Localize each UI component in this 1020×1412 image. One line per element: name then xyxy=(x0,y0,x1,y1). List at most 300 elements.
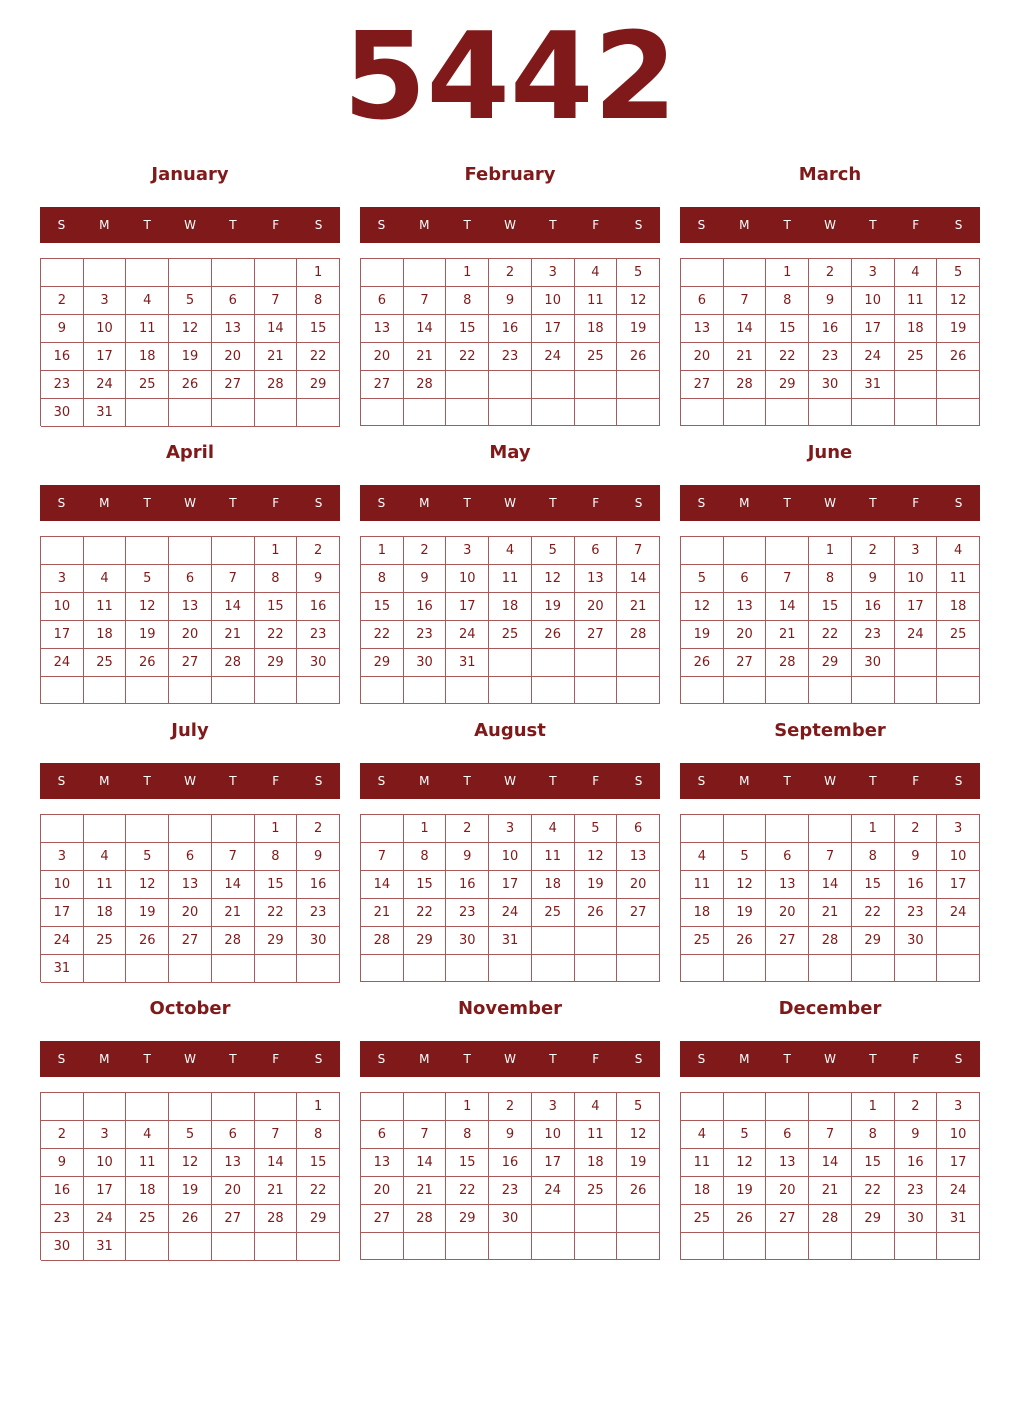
empty-day-cell xyxy=(404,259,447,287)
day-cell: 8 xyxy=(255,565,298,593)
empty-day-cell xyxy=(84,1093,127,1121)
weekday-header: M xyxy=(419,218,430,232)
day-cell: 9 xyxy=(489,287,532,315)
day-cell: 11 xyxy=(489,565,532,593)
weekday-header-bar xyxy=(360,207,660,243)
day-cell: 17 xyxy=(852,315,895,343)
day-cell: 27 xyxy=(169,649,212,677)
day-cell: 20 xyxy=(766,1177,809,1205)
empty-day-cell xyxy=(297,677,340,704)
day-cell: 13 xyxy=(169,871,212,899)
weekday-header: S xyxy=(377,774,386,788)
day-cell: 21 xyxy=(809,899,852,927)
weekday-header: F xyxy=(592,1052,600,1066)
day-cell: 9 xyxy=(446,843,489,871)
empty-day-cell xyxy=(937,1233,980,1260)
empty-day-cell xyxy=(937,955,980,982)
weekday-header: S xyxy=(697,496,706,510)
day-cell: 30 xyxy=(489,1205,532,1233)
weekday-header: F xyxy=(592,774,600,788)
day-cell: 18 xyxy=(532,871,575,899)
day-cell: 29 xyxy=(361,649,404,677)
empty-day-cell xyxy=(766,677,809,704)
empty-day-cell xyxy=(297,399,340,427)
weekday-header: S xyxy=(697,1052,706,1066)
weekday-header: T xyxy=(869,1052,877,1066)
day-cell: 25 xyxy=(126,1205,169,1233)
day-cell: 7 xyxy=(766,565,809,593)
weekday-header-bar xyxy=(360,485,660,521)
day-cell: 2 xyxy=(489,259,532,287)
day-cell: 31 xyxy=(84,1233,127,1261)
day-cell: 5 xyxy=(126,565,169,593)
day-cell: 11 xyxy=(126,1149,169,1177)
empty-day-cell xyxy=(937,399,980,426)
day-cell: 5 xyxy=(617,259,660,287)
day-cell: 23 xyxy=(297,621,340,649)
day-cell: 14 xyxy=(404,1149,447,1177)
day-cell: 13 xyxy=(766,1149,809,1177)
day-cell: 25 xyxy=(575,343,618,371)
empty-day-cell xyxy=(895,371,938,399)
empty-day-cell xyxy=(126,1093,169,1121)
day-cell: 26 xyxy=(169,1205,212,1233)
empty-day-cell xyxy=(361,1093,404,1121)
day-cell: 3 xyxy=(41,565,84,593)
day-cell: 15 xyxy=(852,1149,895,1177)
day-cell: 28 xyxy=(361,927,404,955)
day-cell: 25 xyxy=(937,621,980,649)
weekday-header: T xyxy=(143,774,151,788)
day-cell: 6 xyxy=(766,843,809,871)
empty-day-cell xyxy=(575,677,618,704)
empty-day-cell xyxy=(212,399,255,427)
day-cell: 8 xyxy=(404,843,447,871)
month-name: January xyxy=(151,164,229,185)
day-cell: 10 xyxy=(41,593,84,621)
day-cell: 1 xyxy=(852,1093,895,1121)
day-cell: 2 xyxy=(446,815,489,843)
empty-day-cell xyxy=(169,1233,212,1261)
day-cell: 3 xyxy=(446,537,489,565)
day-cell: 16 xyxy=(895,871,938,899)
day-cell: 2 xyxy=(895,1093,938,1121)
month-name: June xyxy=(807,442,853,463)
day-cell: 11 xyxy=(84,871,127,899)
day-cell: 20 xyxy=(361,343,404,371)
empty-day-cell xyxy=(895,955,938,982)
day-cell: 19 xyxy=(126,621,169,649)
day-cell: 31 xyxy=(852,371,895,399)
day-cell: 17 xyxy=(895,593,938,621)
day-cell: 15 xyxy=(297,315,340,343)
weekday-header: W xyxy=(504,496,516,510)
empty-day-cell xyxy=(532,955,575,982)
empty-day-cell xyxy=(489,371,532,399)
day-cell: 4 xyxy=(575,1093,618,1121)
month-name: November xyxy=(457,998,563,1019)
day-cell: 12 xyxy=(575,843,618,871)
empty-day-cell xyxy=(852,399,895,426)
day-cell: 18 xyxy=(681,899,724,927)
weekday-header: T xyxy=(549,1052,557,1066)
empty-day-cell xyxy=(937,927,980,955)
day-cell: 12 xyxy=(617,287,660,315)
empty-day-cell xyxy=(446,399,489,426)
day-cell: 5 xyxy=(575,815,618,843)
day-cell: 19 xyxy=(169,1177,212,1205)
day-cell: 22 xyxy=(255,621,298,649)
day-cell: 9 xyxy=(809,287,852,315)
day-cell: 15 xyxy=(255,593,298,621)
day-cell: 15 xyxy=(852,871,895,899)
day-cell: 31 xyxy=(41,955,84,983)
day-cell: 14 xyxy=(724,315,767,343)
day-cell: 21 xyxy=(404,1177,447,1205)
day-cell: 21 xyxy=(809,1177,852,1205)
empty-day-cell xyxy=(297,955,340,983)
day-cell: 29 xyxy=(297,1205,340,1233)
empty-day-cell xyxy=(255,399,298,427)
day-cell: 28 xyxy=(404,371,447,399)
weekday-header: F xyxy=(912,496,920,510)
day-cell: 4 xyxy=(575,259,618,287)
empty-day-cell xyxy=(41,815,84,843)
day-cell: 5 xyxy=(724,843,767,871)
day-cell: 8 xyxy=(852,1121,895,1149)
day-cell: 12 xyxy=(681,593,724,621)
day-cell: 25 xyxy=(895,343,938,371)
day-cell: 29 xyxy=(255,927,298,955)
day-cell: 22 xyxy=(297,343,340,371)
weekday-header: S xyxy=(697,774,706,788)
weekday-header: T xyxy=(869,218,877,232)
day-cell: 31 xyxy=(489,927,532,955)
day-cell: 11 xyxy=(575,287,618,315)
day-cell: 1 xyxy=(255,815,298,843)
day-cell: 26 xyxy=(724,927,767,955)
day-cell: 15 xyxy=(297,1149,340,1177)
weekday-header: F xyxy=(592,496,600,510)
weekday-header-bar xyxy=(680,485,980,521)
day-cell: 14 xyxy=(809,1149,852,1177)
day-cell: 6 xyxy=(212,1121,255,1149)
empty-day-cell xyxy=(766,399,809,426)
day-cell: 19 xyxy=(575,871,618,899)
day-cell: 10 xyxy=(937,843,980,871)
weekday-header: W xyxy=(824,218,836,232)
day-cell: 31 xyxy=(446,649,489,677)
day-cell: 23 xyxy=(41,371,84,399)
day-cell: 12 xyxy=(169,1149,212,1177)
day-cell: 2 xyxy=(297,815,340,843)
empty-day-cell xyxy=(169,399,212,427)
empty-day-cell xyxy=(895,649,938,677)
day-cell: 28 xyxy=(724,371,767,399)
day-cell: 12 xyxy=(724,1149,767,1177)
empty-day-cell xyxy=(255,677,298,704)
day-cell: 14 xyxy=(404,315,447,343)
empty-day-cell xyxy=(212,955,255,983)
day-cell: 11 xyxy=(126,315,169,343)
weekday-header: S xyxy=(314,774,323,788)
day-cell: 29 xyxy=(852,1205,895,1233)
empty-day-cell xyxy=(84,259,127,287)
day-cell: 17 xyxy=(489,871,532,899)
day-cell: 21 xyxy=(212,621,255,649)
weekday-header: T xyxy=(869,496,877,510)
day-cell: 6 xyxy=(575,537,618,565)
empty-day-cell xyxy=(937,371,980,399)
weekday-header: W xyxy=(824,1052,836,1066)
day-cell: 9 xyxy=(297,565,340,593)
day-cell: 9 xyxy=(404,565,447,593)
day-cell: 22 xyxy=(446,1177,489,1205)
day-cell: 12 xyxy=(126,871,169,899)
day-cell: 10 xyxy=(937,1121,980,1149)
day-cell: 5 xyxy=(724,1121,767,1149)
day-cell: 8 xyxy=(255,843,298,871)
weekday-header: M xyxy=(739,1052,750,1066)
day-cell: 29 xyxy=(766,371,809,399)
weekday-header: F xyxy=(272,1052,280,1066)
weekday-header: F xyxy=(592,218,600,232)
empty-day-cell xyxy=(41,259,84,287)
day-cell: 17 xyxy=(937,871,980,899)
day-cell: 11 xyxy=(575,1121,618,1149)
day-cell: 29 xyxy=(255,649,298,677)
weekday-header: S xyxy=(634,774,643,788)
day-cell: 24 xyxy=(895,621,938,649)
empty-day-cell xyxy=(617,927,660,955)
day-cell: 27 xyxy=(617,899,660,927)
day-cell: 27 xyxy=(361,371,404,399)
empty-day-cell xyxy=(937,677,980,704)
day-cell: 24 xyxy=(84,1205,127,1233)
day-cell: 30 xyxy=(446,927,489,955)
day-cell: 7 xyxy=(212,843,255,871)
empty-day-cell xyxy=(404,1093,447,1121)
day-cell: 22 xyxy=(766,343,809,371)
day-cell: 21 xyxy=(766,621,809,649)
weekday-header: F xyxy=(272,218,280,232)
day-cell: 15 xyxy=(404,871,447,899)
empty-day-cell xyxy=(41,537,84,565)
day-cell: 26 xyxy=(126,927,169,955)
empty-day-cell xyxy=(852,955,895,982)
weekday-header: S xyxy=(57,496,66,510)
day-cell: 12 xyxy=(724,871,767,899)
weekday-header: M xyxy=(99,774,110,788)
day-cell: 3 xyxy=(532,259,575,287)
day-cell: 17 xyxy=(937,1149,980,1177)
weekday-header: W xyxy=(184,496,196,510)
weekday-header: M xyxy=(739,774,750,788)
day-cell: 16 xyxy=(297,871,340,899)
empty-day-cell xyxy=(575,371,618,399)
day-cell: 27 xyxy=(766,927,809,955)
day-cell: 1 xyxy=(852,815,895,843)
day-cell: 28 xyxy=(617,621,660,649)
day-cell: 23 xyxy=(809,343,852,371)
day-cell: 25 xyxy=(575,1177,618,1205)
empty-day-cell xyxy=(681,1233,724,1260)
day-cell: 2 xyxy=(41,287,84,315)
empty-day-cell xyxy=(84,955,127,983)
day-cell: 5 xyxy=(169,287,212,315)
day-cell: 9 xyxy=(41,315,84,343)
weekday-header: S xyxy=(314,218,323,232)
day-cell: 30 xyxy=(41,399,84,427)
day-cell: 21 xyxy=(724,343,767,371)
day-cell: 7 xyxy=(212,565,255,593)
day-cell: 18 xyxy=(126,1177,169,1205)
day-cell: 16 xyxy=(489,315,532,343)
day-cell: 24 xyxy=(489,899,532,927)
day-cell: 19 xyxy=(617,1149,660,1177)
weekday-header: S xyxy=(954,774,963,788)
weekday-header: T xyxy=(783,1052,791,1066)
day-cell: 10 xyxy=(84,315,127,343)
day-cell: 22 xyxy=(404,899,447,927)
day-cell: 27 xyxy=(169,927,212,955)
day-cell: 29 xyxy=(852,927,895,955)
empty-day-cell xyxy=(681,677,724,704)
day-cell: 24 xyxy=(852,343,895,371)
weekday-header: F xyxy=(912,1052,920,1066)
weekday-header: M xyxy=(419,496,430,510)
day-grid xyxy=(40,258,340,426)
day-cell: 14 xyxy=(361,871,404,899)
day-cell: 16 xyxy=(809,315,852,343)
empty-day-cell xyxy=(532,1233,575,1260)
weekday-header: S xyxy=(377,496,386,510)
day-cell: 7 xyxy=(404,1121,447,1149)
empty-day-cell xyxy=(446,677,489,704)
empty-day-cell xyxy=(681,1093,724,1121)
weekday-header: M xyxy=(99,496,110,510)
day-grid xyxy=(680,536,980,704)
day-cell: 29 xyxy=(809,649,852,677)
empty-day-cell xyxy=(446,955,489,982)
day-cell: 16 xyxy=(41,343,84,371)
day-cell: 17 xyxy=(41,899,84,927)
day-cell: 10 xyxy=(84,1149,127,1177)
empty-day-cell xyxy=(575,955,618,982)
day-cell: 25 xyxy=(681,927,724,955)
day-cell: 12 xyxy=(937,287,980,315)
day-cell: 20 xyxy=(681,343,724,371)
day-cell: 1 xyxy=(361,537,404,565)
day-cell: 15 xyxy=(766,315,809,343)
day-grid xyxy=(360,536,660,704)
day-cell: 12 xyxy=(532,565,575,593)
day-cell: 13 xyxy=(617,843,660,871)
day-cell: 13 xyxy=(681,315,724,343)
weekday-header: W xyxy=(184,1052,196,1066)
day-cell: 3 xyxy=(937,1093,980,1121)
day-cell: 15 xyxy=(361,593,404,621)
month-name: April xyxy=(165,442,215,463)
weekday-header: T xyxy=(783,774,791,788)
weekday-header: S xyxy=(57,1052,66,1066)
empty-day-cell xyxy=(84,815,127,843)
day-cell: 20 xyxy=(361,1177,404,1205)
day-cell: 21 xyxy=(212,899,255,927)
day-cell: 19 xyxy=(532,593,575,621)
day-cell: 9 xyxy=(489,1121,532,1149)
day-cell: 22 xyxy=(446,343,489,371)
day-cell: 7 xyxy=(255,1121,298,1149)
empty-day-cell xyxy=(724,815,767,843)
day-cell: 23 xyxy=(895,899,938,927)
day-cell: 27 xyxy=(361,1205,404,1233)
day-cell: 24 xyxy=(937,1177,980,1205)
empty-day-cell xyxy=(41,677,84,704)
day-cell: 9 xyxy=(895,1121,938,1149)
day-cell: 10 xyxy=(489,843,532,871)
empty-day-cell xyxy=(489,1233,532,1260)
day-cell: 26 xyxy=(681,649,724,677)
day-cell: 28 xyxy=(766,649,809,677)
empty-day-cell xyxy=(766,815,809,843)
empty-day-cell xyxy=(809,1233,852,1260)
empty-day-cell xyxy=(532,927,575,955)
empty-day-cell xyxy=(575,1233,618,1260)
day-cell: 7 xyxy=(617,537,660,565)
empty-day-cell xyxy=(532,371,575,399)
weekday-header: T xyxy=(463,774,471,788)
weekday-header: W xyxy=(184,774,196,788)
empty-day-cell xyxy=(84,537,127,565)
day-cell: 30 xyxy=(41,1233,84,1261)
day-cell: 28 xyxy=(255,1205,298,1233)
empty-day-cell xyxy=(361,815,404,843)
day-cell: 19 xyxy=(681,621,724,649)
day-cell: 8 xyxy=(361,565,404,593)
empty-day-cell xyxy=(361,955,404,982)
day-cell: 8 xyxy=(852,843,895,871)
day-cell: 27 xyxy=(575,621,618,649)
empty-day-cell xyxy=(575,1205,618,1233)
day-cell: 25 xyxy=(126,371,169,399)
day-cell: 24 xyxy=(532,1177,575,1205)
day-cell: 5 xyxy=(532,537,575,565)
day-cell: 20 xyxy=(169,899,212,927)
empty-day-cell xyxy=(617,955,660,982)
empty-day-cell xyxy=(126,537,169,565)
day-cell: 23 xyxy=(489,1177,532,1205)
day-cell: 9 xyxy=(41,1149,84,1177)
day-cell: 18 xyxy=(895,315,938,343)
empty-day-cell xyxy=(489,955,532,982)
day-cell: 19 xyxy=(126,899,169,927)
day-cell: 8 xyxy=(446,1121,489,1149)
weekday-header: T xyxy=(143,1052,151,1066)
day-cell: 3 xyxy=(852,259,895,287)
day-cell: 28 xyxy=(255,371,298,399)
empty-day-cell xyxy=(361,259,404,287)
weekday-header: T xyxy=(783,218,791,232)
day-cell: 2 xyxy=(809,259,852,287)
day-cell: 7 xyxy=(404,287,447,315)
day-cell: 22 xyxy=(255,899,298,927)
year-title: 5442 xyxy=(343,8,677,147)
day-cell: 14 xyxy=(766,593,809,621)
weekday-header: S xyxy=(377,218,386,232)
day-grid xyxy=(40,1092,340,1260)
day-cell: 22 xyxy=(852,899,895,927)
